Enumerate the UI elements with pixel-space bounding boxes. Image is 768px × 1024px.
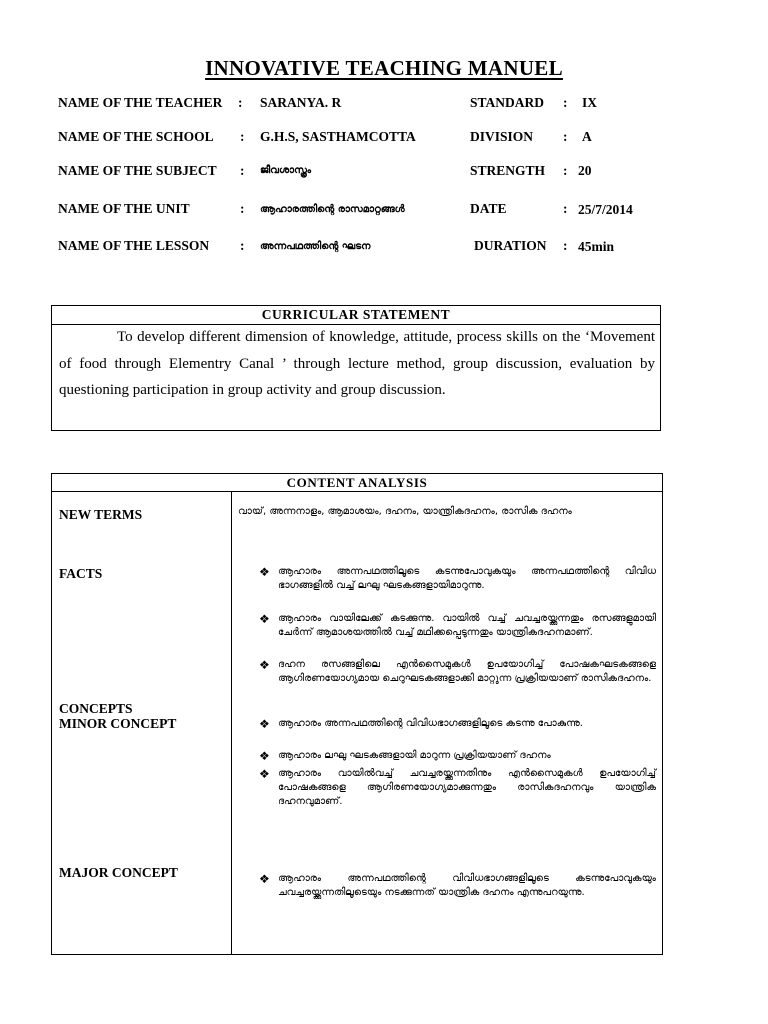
duration-label: DURATION bbox=[474, 238, 547, 253]
minor-concept-item: ആഹാരം വായിൽവച്ച് ചവച്ചരയ്ക്കുന്നതിനും എൻസൈമുകൾ ഉപയോഗിച്ച് പോഷകങ്ങളെ ആഗിരണയോഗ്യമാക്കുന്നതും രാസികദഹനവും യാന്ത്രിക ദഹനവുമാണ്. bbox=[278, 768, 656, 807]
duration-value: 45min bbox=[578, 239, 615, 254]
facts-label: FACTS bbox=[59, 566, 103, 581]
date-value: 25/7/2014 bbox=[578, 202, 633, 217]
teacher-value: SARANYA. R bbox=[260, 95, 342, 110]
subject-label: NAME OF THE SUBJECT bbox=[58, 163, 217, 178]
curricular-statement-heading: CURRICULAR STATEMENT bbox=[52, 306, 660, 325]
concepts-label: CONCEPTS bbox=[59, 701, 133, 716]
fact-item: ദഹന രസങ്ങളിലെ എൻസൈമുകൾ ഉപയോഗിച്ച് പോഷകഘടകങ്ങളെ ആഗിരണയോഗ്യമായ ചെറുഘടകങ്ങളാക്കി മാറ്റുന്ന പ്രക്രിയയാണ് രാസികദഹനം. bbox=[278, 659, 656, 684]
diamond-bullet-icon: ❖ bbox=[259, 872, 270, 886]
subject-colon: : bbox=[240, 163, 245, 178]
lesson-colon: : bbox=[240, 238, 245, 253]
standard-colon: : bbox=[563, 95, 568, 110]
school-value: G.H.S, SASTHAMCOTTA bbox=[260, 129, 416, 144]
diamond-bullet-icon: ❖ bbox=[259, 749, 270, 763]
curricular-statement-text: To develop different dimension of knowledge, attitude, process skills on the ‘Movement of food through Elementry Canal ’ through lecture method, group discussion, evaluation by questioning participation in group activity and group discussion. bbox=[59, 329, 655, 398]
unit-label: NAME OF THE UNIT bbox=[58, 201, 190, 216]
content-analysis-table bbox=[51, 473, 663, 955]
date-label: DATE bbox=[470, 201, 507, 216]
teacher-colon: : bbox=[238, 95, 243, 110]
curricular-statement-box bbox=[51, 305, 661, 431]
division-colon: : bbox=[563, 129, 568, 144]
strength-label: STRENGTH bbox=[470, 163, 546, 178]
fact-item: ആഹാരം അന്നപഥത്തിലൂടെ കടന്നുപോവുകയും അന്നപഥത്തിന്റെ വിവിധ ഭാഗങ്ങളിൽ വച്ച് ലഘു ഘടകങ്ങളായിമാറുന്നു. bbox=[278, 566, 656, 591]
unit-colon: : bbox=[240, 201, 245, 216]
new-terms-text: വായ്, അന്നനാളം, ആമാശയം, ദഹനം, യാന്ത്രികദഹനം, രാസിക ദഹനം bbox=[238, 506, 572, 517]
school-colon: : bbox=[240, 129, 245, 144]
minor-concept-item: ആഹാരം അന്നപഥത്തിന്റെ വിവിധഭാഗങ്ങളിലൂടെ കടന്നു പോകുന്നു. bbox=[278, 718, 583, 729]
division-value: A bbox=[582, 129, 592, 144]
new-terms-label: NEW TERMS bbox=[59, 507, 143, 522]
diamond-bullet-icon: ❖ bbox=[259, 767, 270, 781]
minor-concept-item: ആഹാരം ലഘു ഘടകങ്ങളായി മാറുന്ന പ്രക്രിയയാണ് ദഹനം bbox=[278, 750, 551, 761]
standard-label: STANDARD bbox=[470, 95, 545, 110]
column-divider bbox=[231, 491, 232, 954]
fact-item: ആഹാരം വായിലേക്ക് കടക്കുന്നു. വായിൽ വച്ച് ചവച്ചരയ്ക്കുന്നതും രസങ്ങളുമായി ചേർന്ന് ആമാശയത്തിൽ വച്ച് മഥിക്കപ്പെടുന്നതും യാന്ത്രികദഹനമാണ്. bbox=[278, 613, 656, 638]
major-concept-item: ആഹാരം അന്നപഥത്തിന്റെ വിവിധഭാഗങ്ങളിലൂടെ കടന്നുപോവുകയും ചവച്ചരയ്ക്കുന്നതിലൂടെയും നടക്കുന്നത് യാന്ത്രിക ദഹനം എന്നുപറയുന്നു. bbox=[278, 873, 656, 898]
unit-value: ആഹാരത്തിന്റെ രാസമാറ്റങ്ങൾ bbox=[260, 204, 405, 215]
diamond-bullet-icon: ❖ bbox=[259, 612, 270, 626]
diamond-bullet-icon: ❖ bbox=[259, 565, 270, 579]
lesson-value: അന്നപഥത്തിന്റെ ഘടന bbox=[260, 241, 371, 252]
minor-concept-label: MINOR CONCEPT bbox=[59, 716, 177, 731]
major-concept-label: MAJOR CONCEPT bbox=[59, 865, 178, 880]
content-analysis-heading: CONTENT ANALYSIS bbox=[52, 474, 662, 492]
standard-value: IX bbox=[582, 95, 598, 110]
strength-value: 20 bbox=[578, 163, 592, 178]
school-label: NAME OF THE SCHOOL bbox=[58, 129, 214, 144]
division-label: DIVISION bbox=[470, 129, 534, 144]
subject-value: ജീവശാസ്ത്രം bbox=[260, 165, 312, 176]
duration-colon: : bbox=[563, 238, 568, 253]
page-title: INNOVATIVE TEACHING MANUEL bbox=[205, 56, 563, 80]
diamond-bullet-icon: ❖ bbox=[259, 717, 270, 731]
teacher-label: NAME OF THE TEACHER bbox=[58, 95, 223, 110]
date-colon: : bbox=[563, 201, 568, 216]
strength-colon: : bbox=[563, 163, 568, 178]
lesson-label: NAME OF THE LESSON bbox=[58, 238, 210, 253]
diamond-bullet-icon: ❖ bbox=[259, 658, 270, 672]
